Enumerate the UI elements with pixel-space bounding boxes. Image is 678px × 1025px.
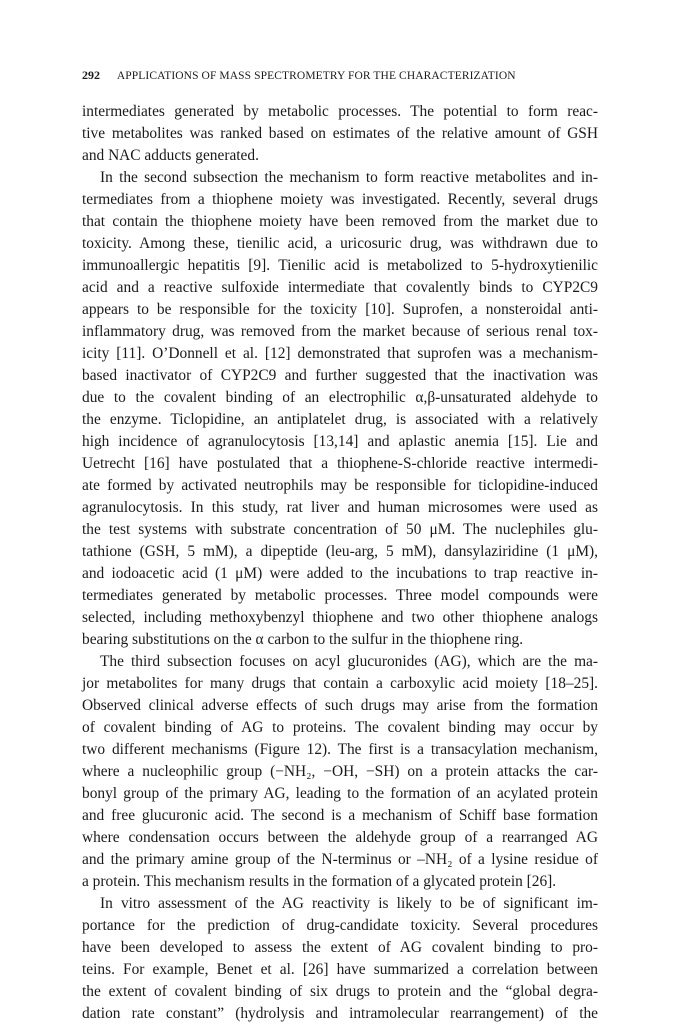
text-line: appears to be responsible for the toxicity [10]. Suprofen, a nonsteroidal anti- <box>82 301 598 318</box>
text-line: jor metabolites for many drugs that contain a carboxylic acid moiety [18–25]. <box>82 675 598 692</box>
text-line: Observed clinical adverse effects of such drugs may arise from the formation <box>82 697 598 714</box>
text-line: ate formed by activated neutrophils may be responsible for ticlopidine-induced <box>82 477 598 494</box>
text-line: icity [11]. O’Donnell et al. [12] demonstrated that suprofen was a mechanism- <box>82 345 598 362</box>
body-text <box>82 101 598 1025</box>
text-line: termediates from a thiophene moiety was investigated. Recently, several drugs <box>82 191 598 208</box>
text-line: that contain the thiophene moiety have been removed from the market due to <box>82 213 598 230</box>
text-line: agranulocytosis. In this study, rat liver and human microsomes were used as <box>82 499 598 516</box>
text-line: and iodoacetic acid (1 μM) were added to the incubations to trap reactive in- <box>82 565 598 582</box>
text-line: teins. For example, Benet et al. [26] have summarized a correlation between <box>82 961 598 978</box>
text-line: due to the covalent binding of an electrophilic α,β-unsaturated aldehyde to <box>82 389 598 406</box>
text-line: based inactivator of CYP2C9 and further suggested that the inactivation was <box>82 367 598 384</box>
text-line: have been developed to assess the extent of AG covalent binding to pro- <box>82 939 598 956</box>
text-line: tive metabolites was ranked based on estimates of the relative amount of GSH <box>82 125 598 142</box>
text-line: In the second subsection the mechanism to form reactive metabolites and in- <box>100 169 598 186</box>
text-line: where a nucleophilic group (−NH₂, −OH, −SH) on a protein attacks the car- <box>82 763 598 780</box>
text-line: and NAC adducts generated. <box>82 147 259 164</box>
text-line: bearing substitutions on the α carbon to the sulfur in the thiophene ring. <box>82 631 524 648</box>
text-line: two different mechanisms (Figure 12). The first is a transacylation mechanism, <box>82 741 598 758</box>
text-line: the extent of covalent binding of six drugs to protein and the “global degra- <box>82 983 598 1000</box>
page-number: 292 <box>82 68 100 82</box>
text-line: the test systems with substrate concentration of 50 μM. The nuclephiles glu- <box>82 521 598 538</box>
text-line: Uetrecht [16] have postulated that a thiophene-S-chloride reactive intermedi- <box>82 455 598 472</box>
text-line: The third subsection focuses on acyl glucuronides (AG), which are the ma- <box>100 653 598 670</box>
text-line: high incidence of agranulocytosis [13,14] and aplastic anemia [15]. Lie and <box>82 433 598 450</box>
text-line: and free glucuronic acid. The second is a mechanism of Schiff base formation <box>82 807 598 824</box>
paragraph <box>82 101 598 167</box>
text-line: inflammatory drug, was removed from the market because of serious renal tox- <box>82 323 598 340</box>
text-line: the enzyme. Ticlopidine, an antiplatelet drug, is associated with a relatively <box>82 411 598 428</box>
text-line: where condensation occurs between the aldehyde group of a rearranged AG <box>82 829 598 846</box>
text-line: acid and a reactive sulfoxide intermediate that covalently binds to CYP2C9 <box>82 279 598 296</box>
text-line: and the primary amine group of the N-terminus or –NH₂ of a lysine residue of <box>82 851 598 868</box>
text-line: termediates generated by metabolic processes. Three model compounds were <box>82 587 598 604</box>
running-header <box>82 67 598 83</box>
text-line: toxicity. Among these, tienilic acid, a uricosuric drug, was withdrawn due to <box>82 235 598 252</box>
text-line: immunoallergic hepatitis [9]. Tienilic acid is metabolized to 5-hydroxytienilic <box>82 257 598 274</box>
paragraph <box>82 167 598 651</box>
text-line: selected, including methoxybenzyl thiophene and two other thiophene analogs <box>82 609 598 626</box>
text-line: dation rate constant” (hydrolysis and intramolecular rearrangement) of the <box>82 1005 598 1022</box>
text-line: In vitro assessment of the AG reactivity is likely to be of significant im- <box>100 895 598 912</box>
paragraph <box>82 893 598 1025</box>
running-head-title: APPLICATIONS OF MASS SPECTROMETRY FOR THE CHARACTERIZATION <box>116 70 516 82</box>
text-line: bonyl group of the primary AG, leading to the formation of an acylated protein <box>82 785 598 802</box>
text-line: of covalent binding of AG to proteins. The covalent binding may occur by <box>82 719 598 736</box>
text-line: intermediates generated by metabolic processes. The potential to form reac- <box>82 103 598 120</box>
text-line: a protein. This mechanism results in the formation of a glycated protein [26]. <box>82 873 557 890</box>
paragraph <box>82 651 598 893</box>
text-line: portance for the prediction of drug-candidate toxicity. Several procedures <box>82 917 598 934</box>
text-line: tathione (GSH, 5 mM), a dipeptide (leu-arg, 5 mM), dansylaziridine (1 μM), <box>82 543 598 560</box>
